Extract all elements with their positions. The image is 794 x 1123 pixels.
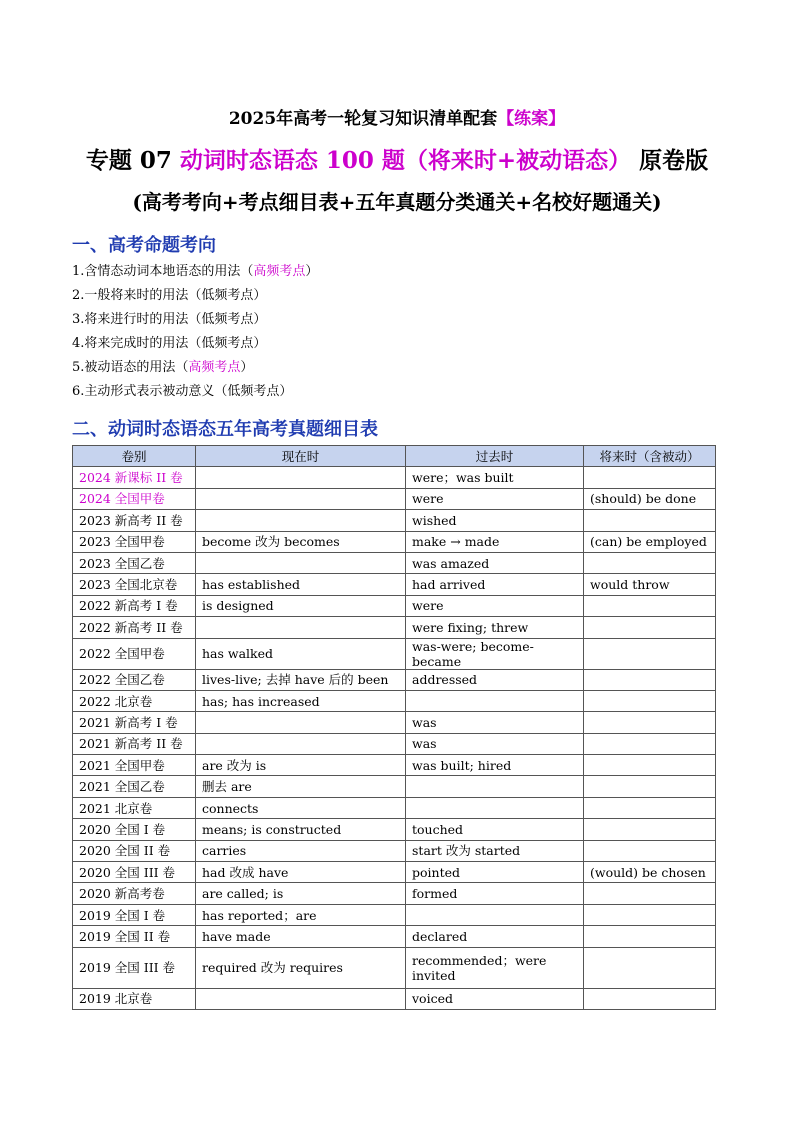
table-cell: make → made	[406, 531, 584, 552]
table-row	[73, 755, 716, 776]
table-row	[73, 467, 716, 488]
table-cell: was	[406, 712, 584, 733]
table-cell: 2022 新高考 I 卷	[73, 595, 196, 616]
column-header: 现在时	[196, 446, 406, 467]
table-cell: has reported；are	[196, 904, 406, 925]
table-cell: declared	[406, 926, 584, 947]
table-cell: 2022 新高考 II 卷	[73, 617, 196, 638]
table-cell: were	[406, 595, 584, 616]
table-cell: was	[406, 733, 584, 754]
table-cell: formed	[406, 883, 584, 904]
table-header-row	[73, 446, 716, 467]
table-cell	[584, 947, 716, 988]
table-cell: 2023 新高考 II 卷	[73, 510, 196, 531]
table-cell	[584, 733, 716, 754]
table-row	[73, 926, 716, 947]
table-cell	[406, 776, 584, 797]
exam-point	[72, 359, 318, 383]
table-cell: 2021 北京卷	[73, 797, 196, 818]
exam-point	[72, 263, 318, 287]
table-cell: 2019 全国 II 卷	[73, 926, 196, 947]
table-cell: means; is constructed	[196, 819, 406, 840]
table-cell	[196, 510, 406, 531]
table-cell: 2022 全国乙卷	[73, 669, 196, 690]
table-cell: 删去 are	[196, 776, 406, 797]
table-cell: 2023 全国甲卷	[73, 531, 196, 552]
top-title-accent: 【练案】	[497, 109, 566, 129]
exam-point-text: 2.一般将来时的用法（低频考点）	[72, 288, 267, 303]
exam-table	[72, 445, 716, 1010]
table-cell: (would) be chosen	[584, 862, 716, 883]
table-cell: 2022 全国甲卷	[73, 638, 196, 669]
table-cell: voiced	[406, 988, 584, 1009]
table-cell: lives-live; 去掉 have 后的 been	[196, 669, 406, 690]
exam-point	[72, 311, 318, 335]
table-cell: 2024 全国甲卷	[73, 488, 196, 509]
table-cell: has; has increased	[196, 690, 406, 711]
table-cell: have made	[196, 926, 406, 947]
table-cell	[584, 669, 716, 690]
table-row	[73, 733, 716, 754]
table-cell: touched	[406, 819, 584, 840]
table-cell: had 改成 have	[196, 862, 406, 883]
table-cell	[584, 638, 716, 669]
table-cell: addressed	[406, 669, 584, 690]
table-cell: 2019 北京卷	[73, 988, 196, 1009]
column-header: 将来时（含被动）	[584, 446, 716, 467]
table-cell: 2021 全国乙卷	[73, 776, 196, 797]
table-row	[73, 819, 716, 840]
table-cell	[196, 552, 406, 573]
table-cell: 2024 新课标 II 卷	[73, 467, 196, 488]
exam-point-tail: ）	[240, 360, 254, 375]
column-header: 卷别	[73, 446, 196, 467]
table-cell: was built; hired	[406, 755, 584, 776]
table-cell: 2022 北京卷	[73, 690, 196, 711]
table-cell: is designed	[196, 595, 406, 616]
table-cell: pointed	[406, 862, 584, 883]
table-cell	[406, 690, 584, 711]
table-cell: 2021 新高考 II 卷	[73, 733, 196, 754]
table-cell	[584, 595, 716, 616]
table-cell: would throw	[584, 574, 716, 595]
exam-point	[72, 287, 318, 311]
table-cell: 2020 全国 II 卷	[73, 840, 196, 861]
table-row	[73, 712, 716, 733]
table-row	[73, 638, 716, 669]
main-title-accent: 动词时态语态 100 题（将来时+被动语态）	[179, 147, 632, 174]
exam-point-text: 5.被动语态的用法（	[72, 360, 189, 375]
table-row	[73, 574, 716, 595]
table-cell: 2023 全国乙卷	[73, 552, 196, 573]
table-row	[73, 510, 716, 531]
exam-point-highlight: 高频考点	[188, 360, 241, 375]
table-cell	[584, 690, 716, 711]
table-cell: are 改为 is	[196, 755, 406, 776]
table-row	[73, 690, 716, 711]
table-cell	[584, 819, 716, 840]
column-header: 过去时	[406, 446, 584, 467]
table-cell: (should) be done	[584, 488, 716, 509]
exam-point-tail: ）	[305, 264, 319, 279]
table-cell	[584, 797, 716, 818]
main-title-prefix: 专题 07	[85, 147, 172, 174]
table-cell	[584, 926, 716, 947]
top-title-text: 2025年高考一轮复习知识清单配套	[228, 109, 498, 129]
exam-point-text: 4.将来完成时的用法（低频考点）	[72, 336, 267, 351]
table-cell	[584, 988, 716, 1009]
table-cell: 2020 新高考卷	[73, 883, 196, 904]
table-cell	[406, 797, 584, 818]
exam-point-highlight: 高频考点	[253, 264, 306, 279]
table-cell: had arrived	[406, 574, 584, 595]
table-cell	[584, 712, 716, 733]
table-cell: 2020 全国 I 卷	[73, 819, 196, 840]
table-row	[73, 862, 716, 883]
table-row	[73, 797, 716, 818]
table-cell: required 改为 requires	[196, 947, 406, 988]
table-cell: was amazed	[406, 552, 584, 573]
table-cell	[584, 755, 716, 776]
top-title	[0, 104, 794, 129]
table-row	[73, 904, 716, 925]
table-cell: start 改为 started	[406, 840, 584, 861]
table-row	[73, 947, 716, 988]
table-cell	[584, 776, 716, 797]
exam-points-list	[72, 263, 318, 407]
section-1-title: 一、高考命题考向	[72, 235, 216, 256]
table-row	[73, 595, 716, 616]
table-cell: were；was built	[406, 467, 584, 488]
table-cell	[196, 467, 406, 488]
table-cell: was-were; become-became	[406, 638, 584, 669]
table-row	[73, 617, 716, 638]
exam-point-text: 6.主动形式表示被动意义（低频考点）	[72, 384, 293, 399]
table-cell: 2023 全国北京卷	[73, 574, 196, 595]
exam-point-text: 1.含情态动词本地语态的用法（	[72, 264, 254, 279]
exam-point-text: 3.将来进行时的用法（低频考点）	[72, 312, 267, 327]
table-row	[73, 988, 716, 1009]
table-cell	[584, 510, 716, 531]
table-cell	[196, 712, 406, 733]
table-cell	[584, 467, 716, 488]
table-row	[73, 552, 716, 573]
table-cell: has established	[196, 574, 406, 595]
table-cell: are called; is	[196, 883, 406, 904]
exam-point	[72, 335, 318, 359]
table-cell: 2021 新高考 I 卷	[73, 712, 196, 733]
table-row	[73, 488, 716, 509]
table-cell: (can) be employed	[584, 531, 716, 552]
table-cell: carries	[196, 840, 406, 861]
table-cell	[196, 733, 406, 754]
table-cell: were fixing; threw	[406, 617, 584, 638]
table-cell: become 改为 becomes	[196, 531, 406, 552]
table-cell	[406, 904, 584, 925]
table-row	[73, 669, 716, 690]
table-cell	[584, 904, 716, 925]
section-2-title: 二、动词时态语态五年高考真题细目表	[72, 419, 378, 440]
subtitle: (高考考向+考点细目表+五年真题分类通关+名校好题通关)	[132, 190, 662, 214]
main-title	[0, 142, 794, 175]
table-cell	[196, 988, 406, 1009]
table-cell: wished	[406, 510, 584, 531]
table-cell: 2020 全国 III 卷	[73, 862, 196, 883]
table-cell	[584, 883, 716, 904]
table-cell	[584, 617, 716, 638]
table-row	[73, 883, 716, 904]
table-cell: 2019 全国 I 卷	[73, 904, 196, 925]
exam-point	[72, 383, 318, 407]
table-cell: were	[406, 488, 584, 509]
table-cell: has walked	[196, 638, 406, 669]
table-row	[73, 531, 716, 552]
main-title-suffix: 原卷版	[639, 147, 709, 174]
table-cell: recommended；were invited	[406, 947, 584, 988]
table-cell: 2019 全国 III 卷	[73, 947, 196, 988]
table-row	[73, 840, 716, 861]
table-row	[73, 776, 716, 797]
table-cell: connects	[196, 797, 406, 818]
table-cell	[584, 552, 716, 573]
table-cell	[196, 488, 406, 509]
table-cell	[584, 840, 716, 861]
table-cell: 2021 全国甲卷	[73, 755, 196, 776]
table-cell	[196, 617, 406, 638]
